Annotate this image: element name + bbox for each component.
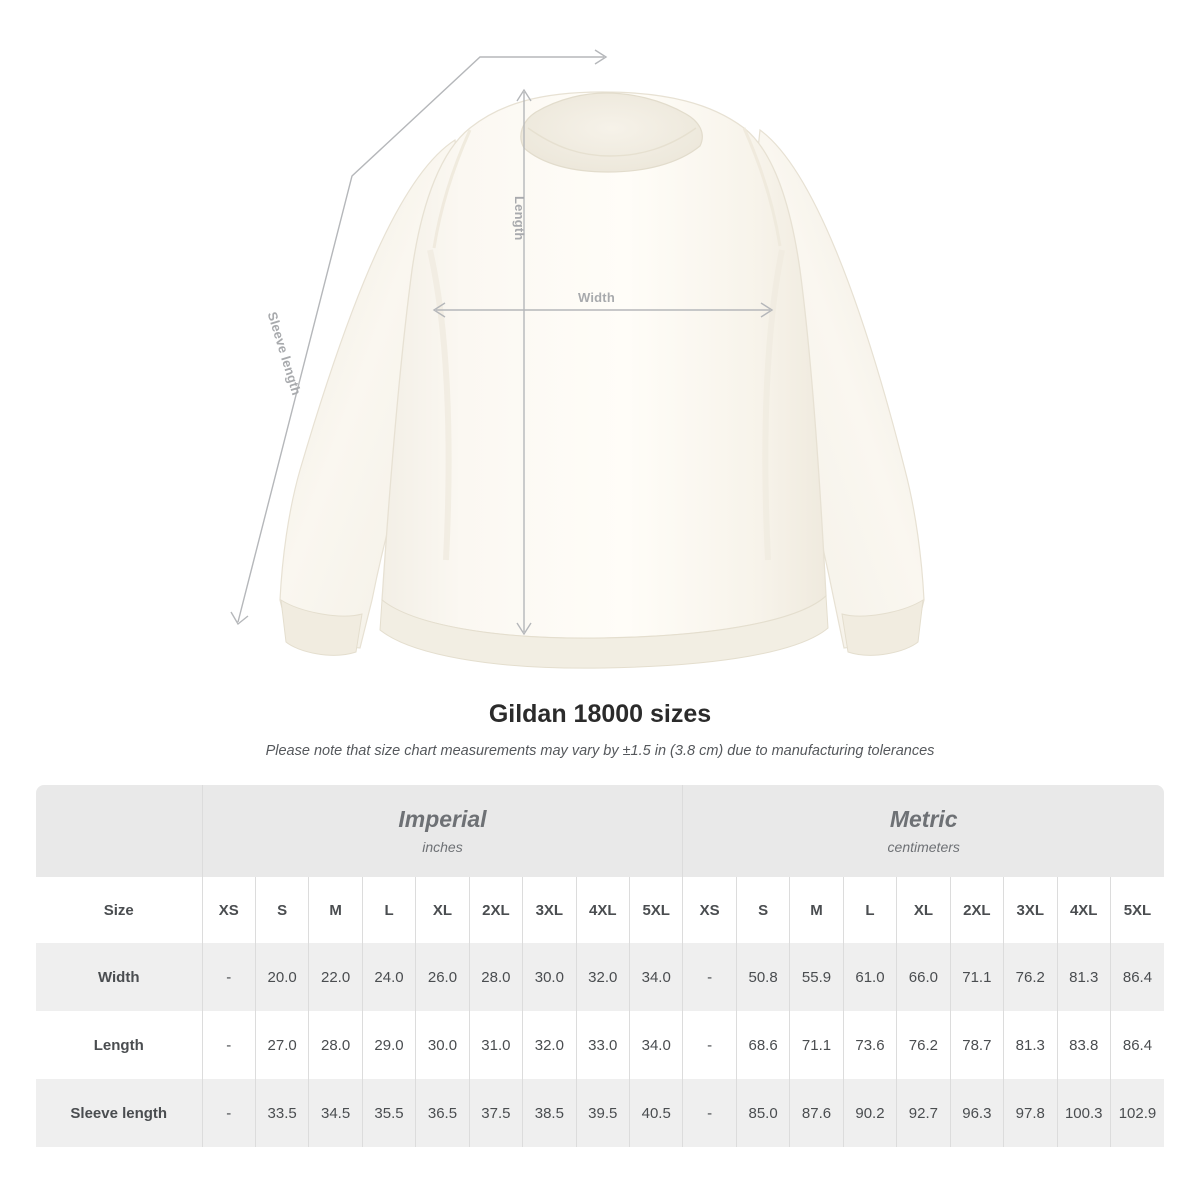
cell-length-met-m: 71.1 (790, 1011, 843, 1079)
size-header-imp-3xl: 3XL (523, 877, 576, 943)
size-header-imp-2xl: 2XL (469, 877, 522, 943)
length-label: Length (512, 196, 527, 241)
size-header-met-m: M (790, 877, 843, 943)
cell-sleeve-imp-2xl: 37.5 (469, 1079, 522, 1147)
cell-length-imp-2xl: 31.0 (469, 1011, 522, 1079)
cell-sleeve-met-3xl: 97.8 (1004, 1079, 1057, 1147)
cell-length-imp-3xl: 32.0 (523, 1011, 576, 1079)
size-header-imp-s: S (255, 877, 308, 943)
size-header-met-5xl: 5XL (1110, 877, 1164, 943)
unit-group-imperial-sub: inches (422, 839, 463, 856)
cell-width-met-l: 61.0 (843, 943, 896, 1011)
table-row (36, 1011, 1164, 1079)
cell-length-met-2xl: 78.7 (950, 1011, 1003, 1079)
cell-length-met-xs: - (683, 1011, 736, 1079)
cell-sleeve-met-5xl: 102.9 (1110, 1079, 1164, 1147)
cell-width-imp-3xl: 30.0 (523, 943, 576, 1011)
size-header-imp-xl: XL (416, 877, 469, 943)
cell-length-met-s: 68.6 (736, 1011, 789, 1079)
cell-sleeve-imp-m: 34.5 (309, 1079, 362, 1147)
unit-group-imperial (202, 785, 683, 877)
cell-sleeve-imp-3xl: 38.5 (523, 1079, 576, 1147)
size-header-met-xs: XS (683, 877, 736, 943)
table-row (36, 1079, 1164, 1147)
cell-width-met-xs: - (683, 943, 736, 1011)
size-header-imp-5xl: 5XL (630, 877, 683, 943)
cell-sleeve-met-m: 87.6 (790, 1079, 843, 1147)
cell-length-met-4xl: 83.8 (1057, 1011, 1110, 1079)
unit-group-metric-name: Metric (889, 805, 958, 832)
cell-length-met-l: 73.6 (843, 1011, 896, 1079)
cell-sleeve-imp-xl: 36.5 (416, 1079, 469, 1147)
sleeve-length-label: Sleeve length (264, 310, 305, 398)
cell-length-imp-l: 29.0 (362, 1011, 415, 1079)
unit-group-metric-sub: centimeters (887, 839, 960, 856)
size-header-met-l: L (843, 877, 896, 943)
cell-sleeve-met-xl: 92.7 (897, 1079, 950, 1147)
size-header-imp-xs: XS (202, 877, 255, 943)
cell-sleeve-met-l: 90.2 (843, 1079, 896, 1147)
cell-length-imp-xl: 30.0 (416, 1011, 469, 1079)
cell-width-imp-xs: - (202, 943, 255, 1011)
size-header-met-3xl: 3XL (1004, 877, 1057, 943)
unit-spacer (36, 785, 202, 877)
tolerance-note: Please note that size chart measurements may vary by ±1.5 in (3.8 cm) due to manufacturing tolerances (265, 743, 935, 759)
row-label-length: Length (36, 1011, 202, 1079)
cell-length-imp-4xl: 33.0 (576, 1011, 629, 1079)
cell-length-imp-5xl: 34.0 (630, 1011, 683, 1079)
cell-length-imp-m: 28.0 (309, 1011, 362, 1079)
size-table-wrap (36, 785, 1164, 1147)
row-label-sleeve-length: Sleeve length (36, 1079, 202, 1147)
cell-width-met-2xl: 71.1 (950, 943, 1003, 1011)
size-header-imp-m: M (309, 877, 362, 943)
size-header-met-xl: XL (897, 877, 950, 943)
unit-group-metric (683, 785, 1164, 877)
size-header-imp-4xl: 4XL (576, 877, 629, 943)
title-block (0, 700, 1200, 759)
cell-sleeve-imp-4xl: 39.5 (576, 1079, 629, 1147)
cell-width-imp-4xl: 32.0 (576, 943, 629, 1011)
cell-width-met-5xl: 86.4 (1110, 943, 1164, 1011)
cell-width-met-m: 55.9 (790, 943, 843, 1011)
cell-length-met-xl: 76.2 (897, 1011, 950, 1079)
cell-length-met-5xl: 86.4 (1110, 1011, 1164, 1079)
cell-width-imp-2xl: 28.0 (469, 943, 522, 1011)
cell-width-imp-xl: 26.0 (416, 943, 469, 1011)
width-label: Width (578, 290, 615, 305)
size-header-met-s: S (736, 877, 789, 943)
cell-width-imp-m: 22.0 (309, 943, 362, 1011)
cell-length-imp-xs: - (202, 1011, 255, 1079)
page-title: Gildan 18000 sizes (488, 700, 712, 728)
size-table (36, 785, 1164, 1147)
cell-width-met-xl: 66.0 (897, 943, 950, 1011)
row-label-width: Width (36, 943, 202, 1011)
size-header-met-4xl: 4XL (1057, 877, 1110, 943)
cell-sleeve-met-xs: - (683, 1079, 736, 1147)
cell-sleeve-imp-xs: - (202, 1079, 255, 1147)
size-header-label: Size (36, 877, 202, 943)
cell-sleeve-imp-s: 33.5 (255, 1079, 308, 1147)
cell-sleeve-imp-5xl: 40.5 (630, 1079, 683, 1147)
table-row (36, 943, 1164, 1011)
cell-length-met-3xl: 81.3 (1004, 1011, 1057, 1079)
cell-width-imp-s: 20.0 (255, 943, 308, 1011)
unit-group-imperial-name: Imperial (398, 805, 487, 832)
cell-sleeve-met-s: 85.0 (736, 1079, 789, 1147)
unit-header-row (36, 785, 1164, 877)
cell-sleeve-met-4xl: 100.3 (1057, 1079, 1110, 1147)
size-header-row (36, 877, 1164, 943)
cell-length-imp-s: 27.0 (255, 1011, 308, 1079)
cell-width-imp-5xl: 34.0 (630, 943, 683, 1011)
cell-width-met-s: 50.8 (736, 943, 789, 1011)
cell-sleeve-imp-l: 35.5 (362, 1079, 415, 1147)
cell-width-met-4xl: 81.3 (1057, 943, 1110, 1011)
size-header-met-2xl: 2XL (950, 877, 1003, 943)
cell-sleeve-met-2xl: 96.3 (950, 1079, 1003, 1147)
cell-width-imp-l: 24.0 (362, 943, 415, 1011)
size-header-imp-l: L (362, 877, 415, 943)
cell-width-met-3xl: 76.2 (1004, 943, 1057, 1011)
